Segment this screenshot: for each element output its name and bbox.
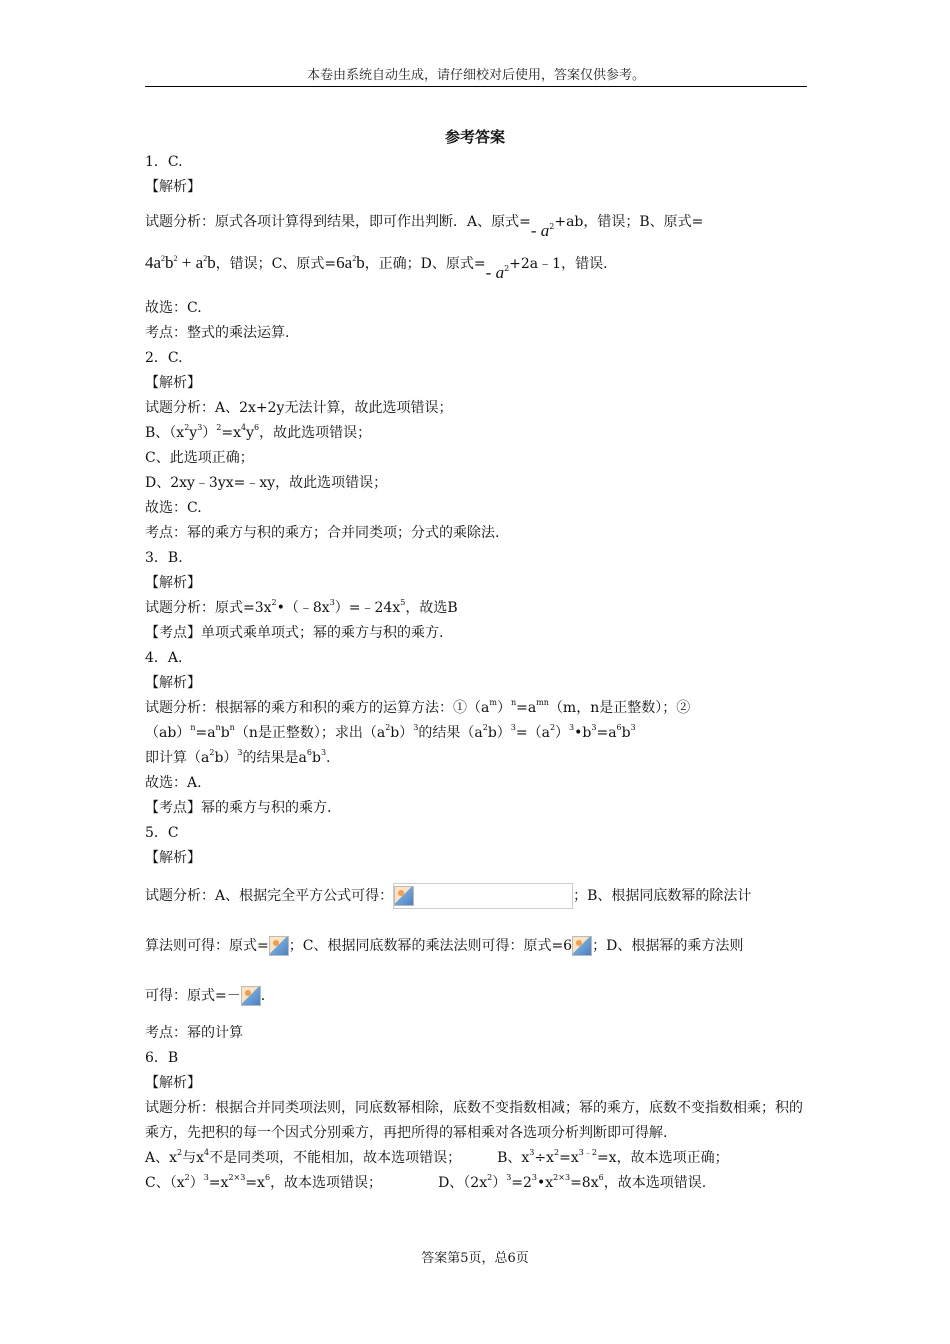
q4-analysis-label: 【解析】: [145, 675, 201, 691]
q2-select: 故选：C.: [145, 500, 202, 516]
q5-number: 5．C: [145, 825, 179, 841]
q6-line-1: A、$x^2$与$x^4$不是同类项，不能相加，故本选项错误； B、$x^3\div x^2=x^{3﹣2}=x$，故本选项正确；: [145, 1148, 729, 1166]
q1-text-2c: +2a﹣1，错误.: [509, 256, 608, 272]
page-footer: 答案第5页，总6页: [421, 1251, 529, 1266]
q2-line-1: 试题分析：A、2x+2y无法计算，故此选项错误；: [145, 400, 453, 416]
page-header: 本卷由系统自动生成，请仔细校对后使用，答案仅供参考。: [145, 64, 807, 87]
q4-line-3: 即计算$(a^2b)^3$的结果是$a^6b^3$.: [145, 748, 331, 766]
q2-analysis-label: 【解析】: [145, 375, 201, 391]
q1-point: 考点：整式的乘法运算.: [145, 325, 290, 341]
q4-point: 【考点】幂的乘方与积的乘方.: [145, 800, 332, 816]
q2-line-4: D、2xy﹣3yx=﹣xy，故此选项错误；: [145, 475, 388, 491]
q1-line-1: [145, 200, 810, 242]
q1-expr-neg-a2: - $a^2$: [530, 221, 555, 240]
q1-text-1a: 试题分析：原式各项计算得到结果，即可作出判断．A、原式=: [145, 214, 531, 230]
q3-line-1: 试题分析：原式$=3x^2•(﹣8x^3)=﹣24x^5$，故选B: [145, 598, 458, 616]
q4-line-2: $(ab)^n=a^nb^n(n$是正整数）；求出$(a^2b)^3$的结果$(a^2b)^3=(a^2)^3•b^3=a^6b^3$: [145, 723, 636, 741]
q6-paragraph: 试题分析：根据合并同类项法则，同底数幂相除，底数不变指数相减；幂的乘方，底数不变指数相乘；积的乘方，先把积的每一个因式分别乘方，再把所得的幂相乘对各选项分析判断即可得解.: [145, 1100, 803, 1141]
formula-image-box: [393, 883, 573, 909]
q1-text-2b: ，正确；D、原式=: [364, 256, 486, 272]
q6-number: 6．B: [145, 1050, 179, 1066]
q3-analysis-label: 【解析】: [145, 575, 201, 591]
q2-line-2: B、$(x^2y^3)^2=x^4y^6$，故此选项错误；: [145, 423, 372, 441]
q1-select: 故选：C.: [145, 300, 202, 316]
q2-line-3: C、此选项正确；: [145, 450, 254, 466]
q5-line-3: 可得：原式=－ .: [145, 988, 266, 1004]
q5-line-2: 算法则可得：原式= ；C、根据同底数幂的乘法法则可得：原式=6 ；D、根据幂的乘方法则: [145, 938, 744, 954]
q5-point: 考点：幂的计算: [145, 1025, 243, 1041]
broken-image-icon: [572, 936, 592, 956]
q5-analysis-label: 【解析】: [145, 850, 201, 866]
q5-line-1: 试题分析：A、根据完全平方公式可得： ；B、根据同底数幂的除法计: [145, 871, 810, 921]
doc-title: 参考答案: [444, 128, 505, 146]
q2-point: 考点：幂的乘方与积的乘方；合并同类项；分式的乘除法.: [145, 525, 500, 541]
broken-image-icon: [394, 886, 414, 906]
answer-content: [145, 150, 810, 1196]
broken-image-icon: [269, 936, 289, 956]
q2-number: 2．C.: [145, 350, 183, 366]
broken-image-icon: [241, 986, 261, 1006]
q3-point: 【考点】单项式乘单项式；幂的乘方与积的乘方.: [145, 625, 444, 641]
q1-text-1b: +ab，错误；B、原式=: [554, 214, 704, 230]
q1-expr-c: $6a^2b$: [336, 253, 365, 272]
q1-analysis-label: 【解析】: [145, 179, 201, 195]
q1-text-2a: ，错误；C、原式=: [215, 256, 337, 272]
q4-line-1: 试题分析：根据幂的乘方和积的乘方的运算方法：$①(a^m)^n=a^{mn}(m$，n是正整数）；②: [145, 698, 691, 716]
q1-expr-b: $4a^2b^2 + a^2b$: [145, 253, 216, 272]
q1-expr-neg-a2-d: - $a^2$: [485, 263, 510, 282]
q4-number: 4．A.: [145, 650, 183, 666]
q1-number: 1．C.: [145, 154, 183, 170]
q6-analysis-label: 【解析】: [145, 1075, 201, 1091]
q4-select: 故选：A.: [145, 775, 202, 791]
q1-line-2: [145, 242, 810, 284]
q3-number: 3．B.: [145, 550, 183, 566]
q6-line-2: C、$(x^2)^3=x^{2\times 3}=x^6$，故本选项错误； D、$(2x^2)^3=2^3•x^{2\times 3}=8x^6$，故本选项错误.: [145, 1173, 707, 1191]
